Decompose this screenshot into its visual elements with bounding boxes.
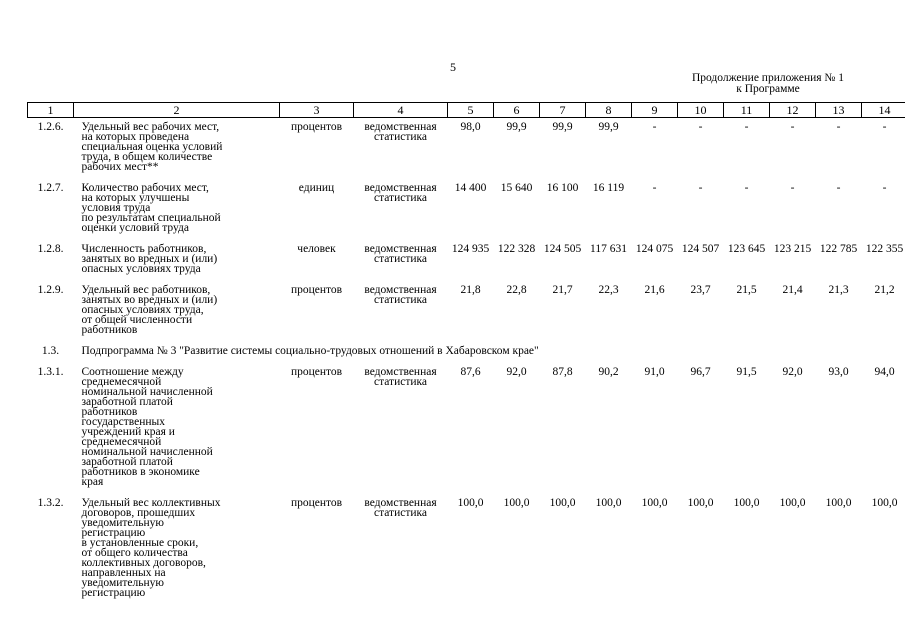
year-value: 96,7 (690, 366, 711, 378)
year-value: 100,0 (641, 497, 668, 509)
data-source (354, 363, 448, 494)
year-value: 100,0 (503, 497, 530, 509)
column-number-header: 13 (816, 103, 862, 118)
unit-of-measure: процентов (290, 284, 343, 296)
year-value: 123 645 (727, 243, 766, 255)
subprogram-title: Подпрограмма № 3 "Развитие системы социально-трудовых отношений в Хабаровском крае" (81, 345, 539, 357)
year-value: 100,0 (825, 497, 852, 509)
year-value: 92,0 (782, 366, 803, 378)
column-number-header: 9 (632, 103, 678, 118)
column-number-header: 7 (540, 103, 586, 118)
data-source-line: статистика (373, 376, 428, 388)
year-value: - (698, 182, 703, 194)
unit-of-measure: процентов (290, 121, 343, 133)
year-value: 87,8 (552, 366, 573, 378)
table-row (28, 281, 905, 342)
indicator-name-line: государственных (81, 416, 166, 428)
row-code: 1.2.9. (37, 284, 64, 296)
indicator-name-line: на которых проведена (81, 131, 190, 143)
indicator-name-line: Соотношение между (81, 366, 184, 378)
indicator-name-line: от общего количества (81, 547, 188, 559)
unit-of-measure: единиц (298, 182, 335, 194)
year-value: 100,0 (871, 497, 898, 509)
data-source-line: статистика (373, 507, 428, 519)
year-value: 21,5 (736, 284, 757, 296)
indicator-name-line: среднемесячной (81, 436, 162, 448)
year-value: 117 631 (590, 243, 627, 255)
subprogram-row (28, 342, 905, 363)
column-number-header: 6 (494, 103, 540, 118)
unit-of-measure: процентов (290, 366, 343, 378)
column-number-header: 10 (678, 103, 724, 118)
table-row (28, 179, 905, 240)
data-source-line: статистика (373, 192, 428, 204)
year-value: 90,2 (598, 366, 619, 378)
year-value: 22,8 (506, 284, 527, 296)
year-value: 100,0 (595, 497, 622, 509)
year-value: 87,6 (460, 366, 481, 378)
indicator-name-line: Количество рабочих мест, (81, 182, 209, 194)
year-value: 124 075 (635, 243, 674, 255)
indicator-name-line: номинальной начисленной (81, 386, 213, 398)
indicator-name-line: направленных на (81, 567, 166, 579)
year-value: - (836, 182, 841, 194)
table-row (28, 494, 905, 605)
year-value: 124 935 (451, 243, 490, 255)
appendix-note-line-1: Продолжение приложения № 1 (691, 72, 845, 84)
year-value: 21,2 (874, 284, 895, 296)
year-value: 16 119 (592, 182, 625, 194)
indicator-name-line: труда, в общем количестве (81, 151, 213, 163)
table-header-row (28, 103, 905, 118)
year-value: 21,4 (782, 284, 803, 296)
year-value: 100,0 (687, 497, 714, 509)
appendix-note (650, 73, 886, 95)
year-value: - (790, 121, 795, 133)
data-source (354, 281, 448, 342)
year-value: 94,0 (874, 366, 895, 378)
indicator-name-line: регистрацию (81, 527, 146, 539)
column-number-header: 14 (862, 103, 905, 118)
data-source-line: статистика (373, 294, 428, 306)
year-value: 14 400 (454, 182, 487, 194)
indicator-name-line: среднемесячной (81, 376, 162, 388)
indicator-name-line: уведомительную (81, 517, 164, 529)
row-code: 1.2.6. (37, 121, 64, 133)
indicator-name-line: рабочих мест** (81, 161, 159, 173)
indicator-name (74, 494, 280, 605)
column-number-header: 2 (74, 103, 280, 118)
indicator-name-line: Удельный вес работников, (81, 284, 211, 296)
data-source (354, 179, 448, 240)
column-number-header: 8 (586, 103, 632, 118)
unit-of-measure: человек (297, 243, 336, 255)
row-code: 1.3.2. (37, 497, 64, 509)
year-value: - (744, 121, 749, 133)
year-value: 124 505 (543, 243, 582, 255)
indicator-name-line: условия труда (81, 202, 151, 214)
year-value: - (882, 121, 887, 133)
data-source-line: ведомственная (364, 497, 437, 509)
indicator-name-line: уведомительную (81, 577, 164, 589)
data-source-line: ведомственная (364, 182, 437, 194)
column-number-header: 1 (28, 103, 74, 118)
year-value: 123 215 (773, 243, 812, 255)
year-value: 21,6 (644, 284, 665, 296)
year-value: 91,0 (644, 366, 665, 378)
data-source-line: статистика (373, 253, 428, 265)
data-source-line: статистика (373, 131, 428, 143)
year-value: 92,0 (506, 366, 527, 378)
table-row (28, 240, 905, 281)
year-value: 99,9 (506, 121, 527, 133)
indicator-name-line: регистрацию (81, 587, 146, 599)
data-source-line: ведомственная (364, 121, 437, 133)
table-row (28, 363, 905, 494)
year-value: 122 785 (819, 243, 858, 255)
indicator-name-line: Численность работников, (81, 243, 207, 255)
indicator-name-line: оценки условий труда (81, 222, 189, 234)
indicator-name-line: занятых во вредных и (или) (81, 253, 218, 265)
year-value: - (744, 182, 749, 194)
indicator-name-line: договоров, прошедших (81, 507, 196, 519)
year-value: - (698, 121, 703, 133)
indicators-table (27, 102, 905, 605)
indicator-name-line: работников (81, 324, 138, 336)
year-value: 16 100 (546, 182, 579, 194)
year-value: - (652, 182, 657, 194)
column-number-header: 11 (724, 103, 770, 118)
year-value: 21,3 (828, 284, 849, 296)
indicator-name-line: в установленные сроки, (81, 537, 199, 549)
indicator-name-line: учреждений края и (81, 426, 175, 438)
subprogram-code: 1.3. (41, 345, 60, 357)
indicator-name-line: опасных условиях труда (81, 263, 201, 275)
column-number-header: 3 (280, 103, 354, 118)
indicator-name (74, 240, 280, 281)
indicator-name-line: опасных условиях труда, (81, 304, 204, 316)
year-value: 122 328 (497, 243, 536, 255)
indicator-name-line: работников (81, 406, 138, 418)
data-source (354, 118, 448, 180)
year-value: 100,0 (457, 497, 484, 509)
indicator-name-line: на которых улучшены (81, 192, 190, 204)
indicator-name-line: по результатам специальной (81, 212, 221, 224)
year-value: 22,3 (598, 284, 619, 296)
indicator-name-line: Удельный вес рабочих мест, (81, 121, 220, 133)
indicator-name-line: работников в экономике (81, 466, 200, 478)
data-source (354, 240, 448, 281)
column-number-header: 12 (770, 103, 816, 118)
indicator-name-line: занятых во вредных и (или) (81, 294, 218, 306)
data-source-line: ведомственная (364, 366, 437, 378)
data-source-line: ведомственная (364, 243, 437, 255)
year-value: 100,0 (779, 497, 806, 509)
year-value: 21,8 (460, 284, 481, 296)
indicator-name-line: от общей численности (81, 314, 193, 326)
year-value: - (836, 121, 841, 133)
row-code: 1.2.8. (37, 243, 64, 255)
year-value: 98,0 (460, 121, 481, 133)
year-value: 99,9 (598, 121, 619, 133)
data-source (354, 494, 448, 605)
year-value: 124 507 (681, 243, 720, 255)
year-value: 23,7 (690, 284, 711, 296)
column-number-header: 5 (448, 103, 494, 118)
page-number: 5 (450, 60, 456, 74)
indicator-name-line: коллективных договоров, (81, 557, 206, 569)
year-value: 122 355 (865, 243, 904, 255)
indicator-name-line: номинальной начисленной (81, 446, 213, 458)
year-value: 99,9 (552, 121, 573, 133)
indicator-name (74, 118, 280, 180)
year-value: - (790, 182, 795, 194)
indicator-name (74, 179, 280, 240)
indicator-name (74, 363, 280, 494)
table-row (28, 118, 905, 180)
indicator-name-line: заработной платой (81, 396, 173, 408)
indicator-name-line: Удельный вес коллективных (81, 497, 221, 509)
year-value: 100,0 (549, 497, 576, 509)
year-value: - (652, 121, 657, 133)
year-value: 21,7 (552, 284, 573, 296)
year-value: 15 640 (500, 182, 533, 194)
year-value: 100,0 (733, 497, 760, 509)
row-code: 1.3.1. (37, 366, 64, 378)
row-code: 1.2.7. (37, 182, 64, 194)
indicator-name (74, 281, 280, 342)
appendix-note-line-2: к Программе (736, 83, 800, 95)
column-number-header: 4 (354, 103, 448, 118)
year-value: - (882, 182, 887, 194)
unit-of-measure: процентов (290, 497, 343, 509)
year-value: 91,5 (736, 366, 757, 378)
indicator-name-line: заработной платой (81, 456, 173, 468)
indicator-name-line: специальная оценка условий (81, 141, 223, 153)
indicator-name-line: края (81, 476, 104, 488)
year-value: 93,0 (828, 366, 849, 378)
data-source-line: ведомственная (364, 284, 437, 296)
